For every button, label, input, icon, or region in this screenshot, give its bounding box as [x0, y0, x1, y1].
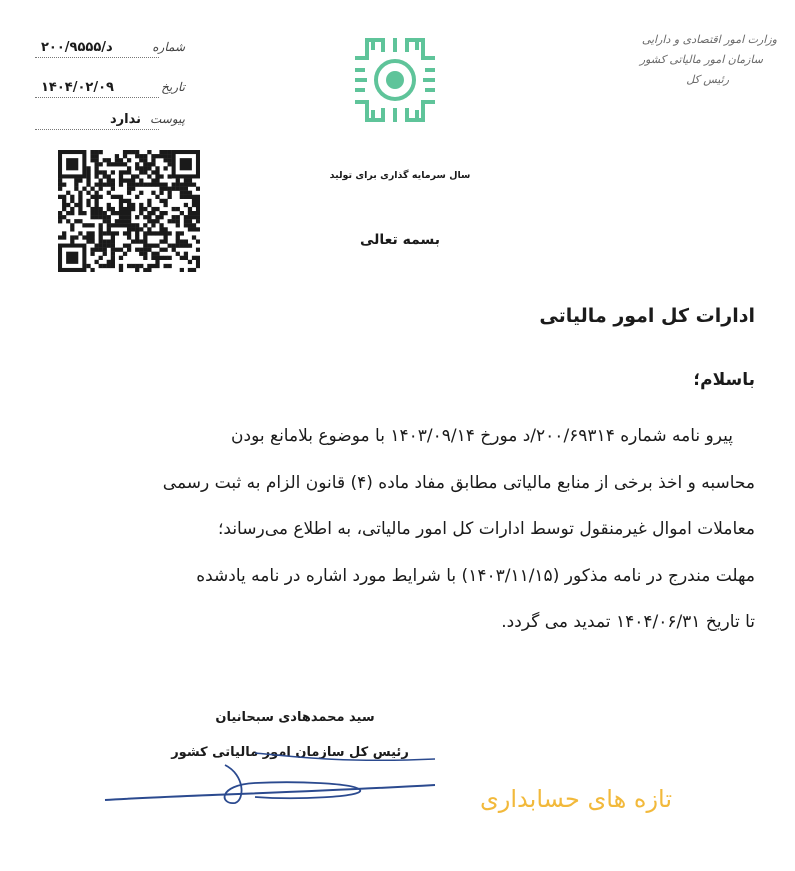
dotted-line [35, 129, 159, 130]
date-label: تاریخ [161, 80, 185, 94]
ministry-header [587, 30, 777, 90]
watermark: تازه های حسابداری [480, 785, 673, 813]
body-line: تا تاریخ ۱۴۰۴/۰۶/۳۱ تمدید می گردد. [501, 612, 755, 632]
letter-number-row [35, 40, 185, 62]
number-label: شماره [152, 40, 185, 54]
body-line: مهلت مندرج در نامه مذکور (۱۴۰۳/۱۱/۱۵) با شرایط مورد اشاره در نامه یادشده [196, 565, 755, 586]
letter-body [65, 413, 755, 646]
letter-number: ۲۰۰/۹۵۵۵/د [41, 40, 113, 55]
letter-date: ۱۴۰۴/۰۲/۰۹ [41, 80, 114, 95]
body-line: معاملات اموال غیرمنقول توسط ادارات کل امور مالیاتی، به اطلاع می‌رساند؛ [218, 519, 755, 539]
signatory-title: رئیس کل سازمان امور مالیاتی کشور [171, 745, 409, 760]
dotted-line [35, 57, 159, 58]
tax-organization-logo [345, 30, 445, 130]
handwritten-signature [95, 745, 465, 815]
attachment-value: ندارد [109, 112, 141, 127]
ministry-line: رئیس کل [686, 73, 729, 86]
dotted-line [35, 97, 159, 98]
logo-emblem-icon [345, 30, 445, 130]
qr-code [58, 150, 200, 272]
bismillah: بسمه تعالی [359, 232, 441, 248]
body-line: محاسبه و اخذ برخی از منابع مالیاتی مطابق مفاد ماده (۴) قانون الزام به ثبت رسمی [162, 472, 755, 493]
letter-date-row [35, 80, 185, 102]
attachment-row [35, 112, 185, 134]
signatory-name: سید محمدهادی سبحانیان [215, 710, 375, 725]
greeting: باسلام؛ [693, 370, 755, 390]
ministry-line: وزارت امور اقتصادی و دارایی [641, 33, 777, 46]
ministry-line: سازمان امور مالیاتی کشور [639, 53, 763, 66]
body-line: پیرو نامه شماره ۲۰۰/۶۹۳۱۴/د مورخ ۱۴۰۳/۰۹/۱۴ با موضوع بلامانع بودن [231, 426, 733, 446]
year-slogan: سال سرمایه گذاری برای تولید [329, 170, 471, 181]
recipient: ادارات کل امور مالیاتی [539, 305, 755, 327]
attachment-label: پیوست [150, 112, 185, 126]
qr-code-icon [58, 150, 200, 272]
